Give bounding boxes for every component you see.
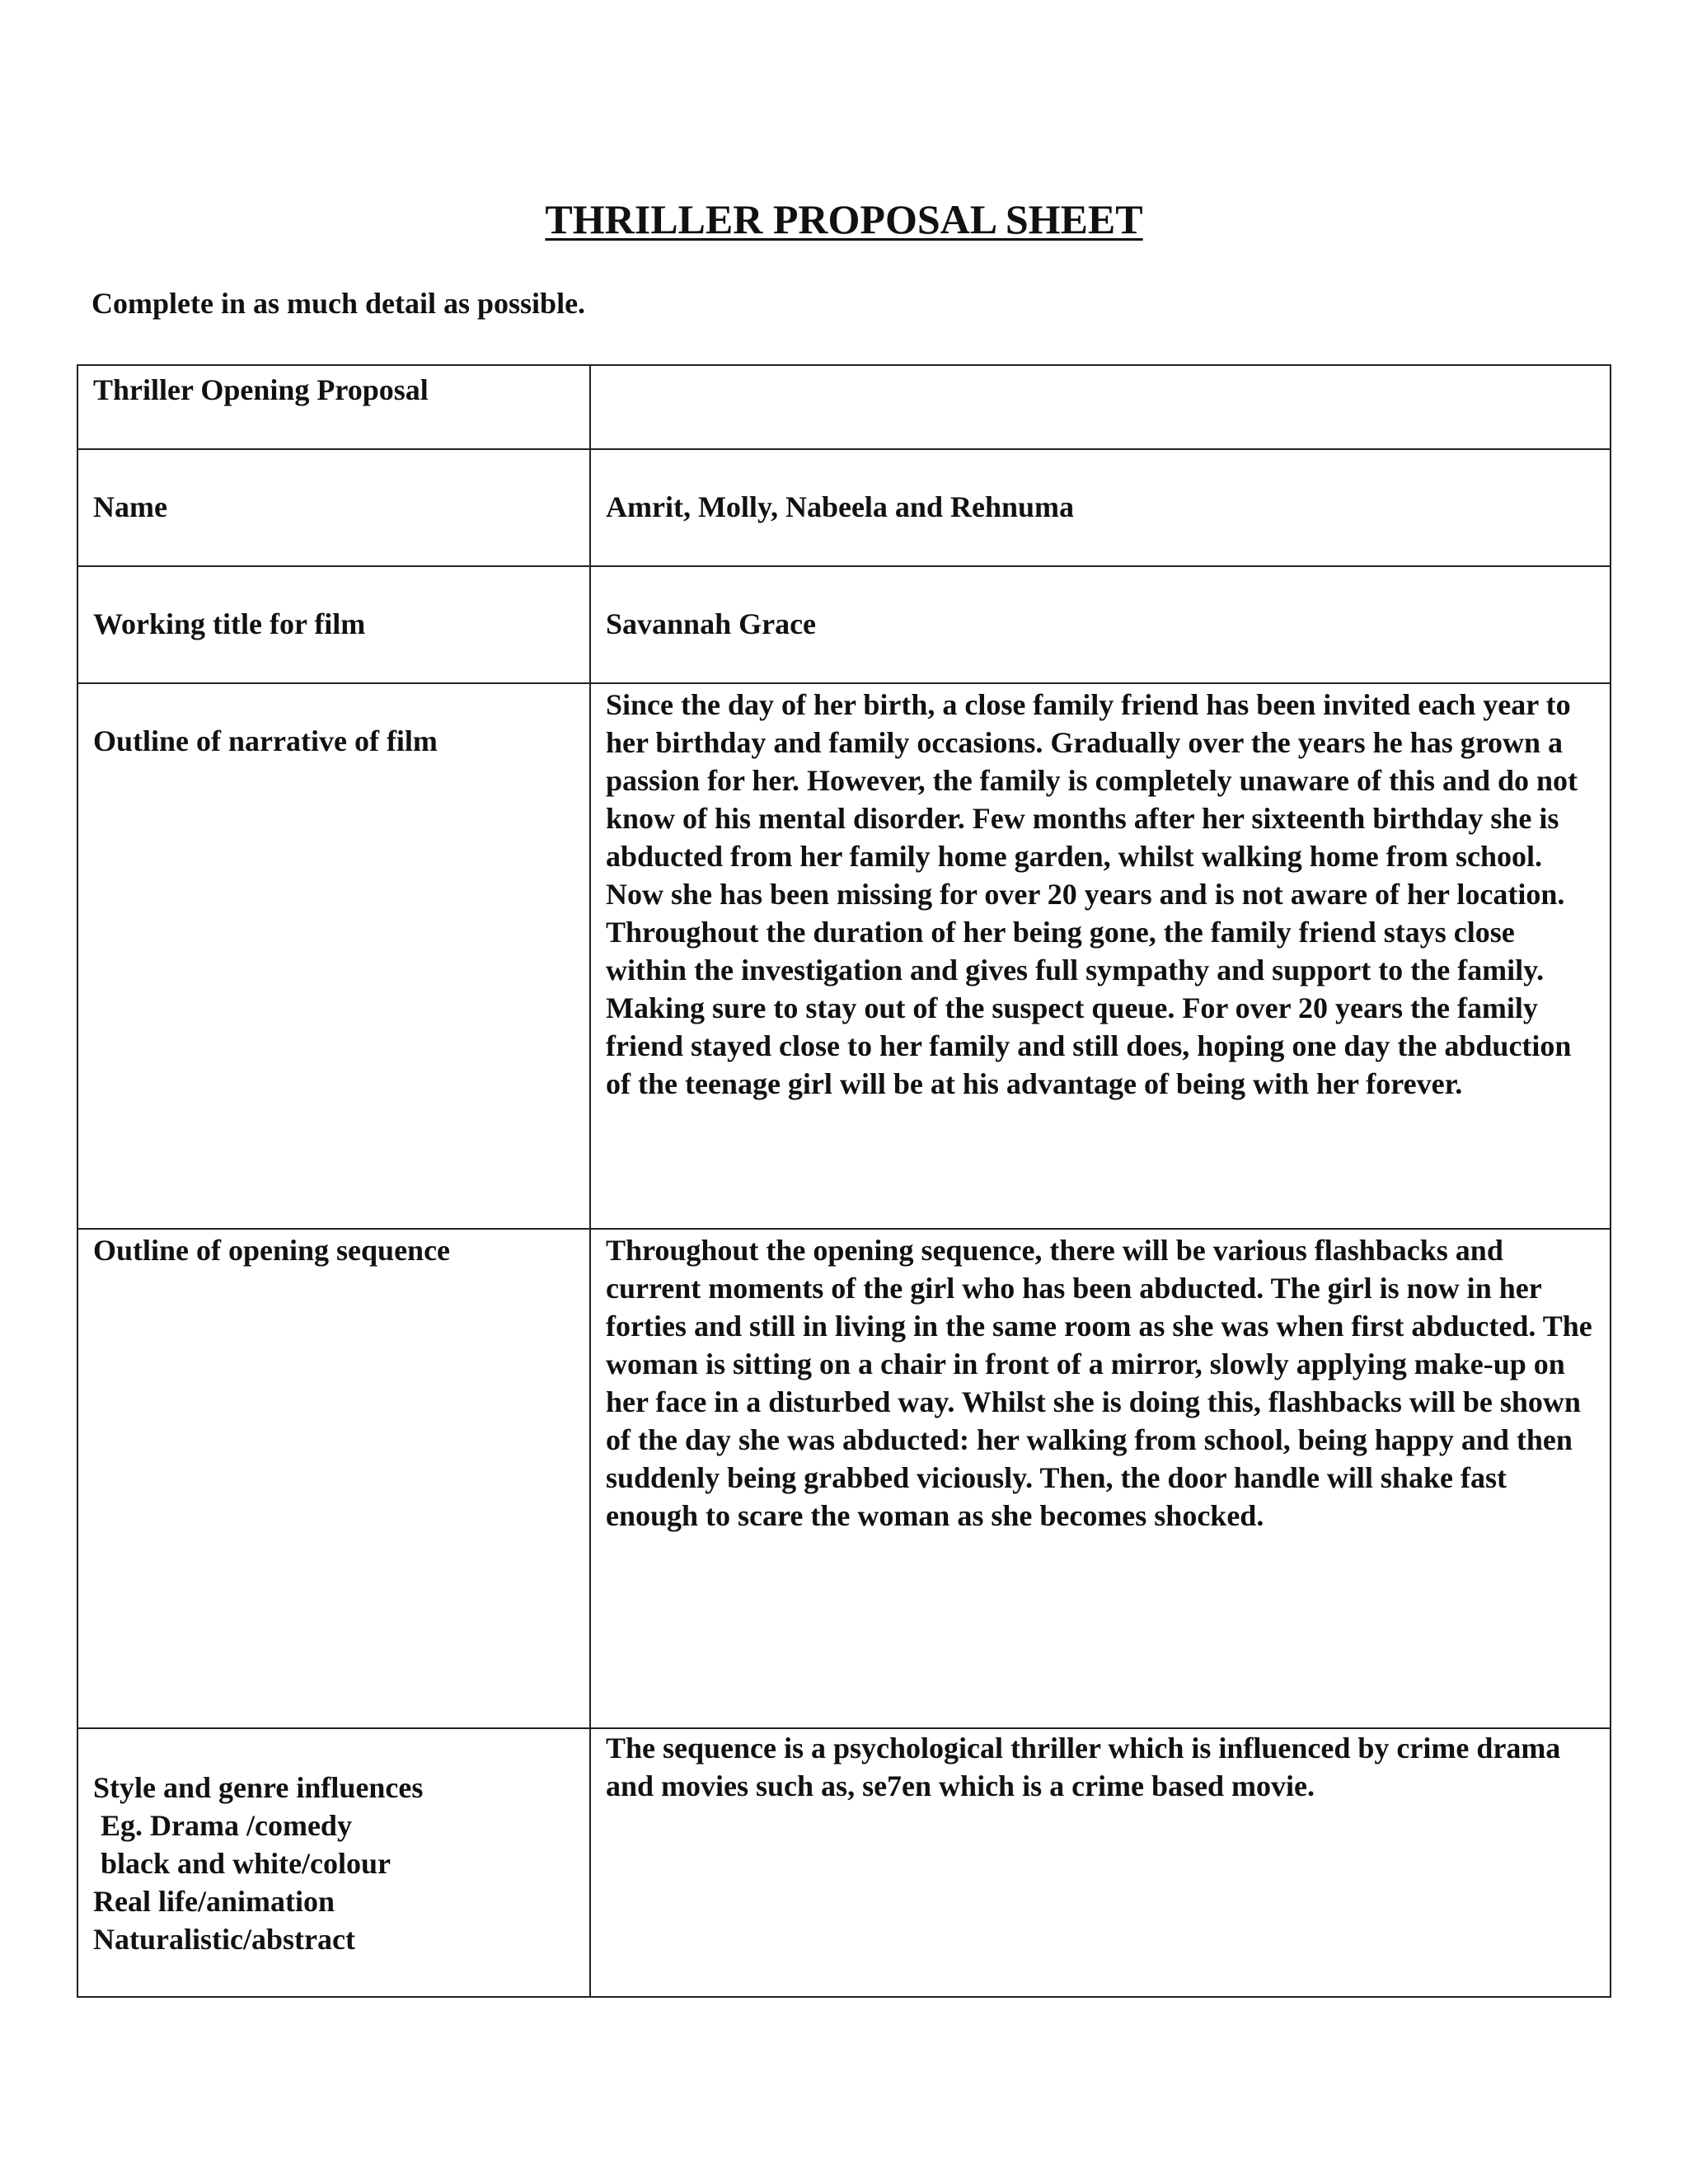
label-cell-header bbox=[77, 365, 590, 449]
page-title-text: THRILLER PROPOSAL SHEET bbox=[545, 196, 1143, 242]
value-cell-opening-sequence[interactable] bbox=[590, 1229, 1611, 1728]
value-cell-name[interactable] bbox=[590, 449, 1611, 566]
opening-sequence-value: Throughout the opening sequence, there will be various flashbacks and current moments of the girl who has been abducted. The girl is now in her forties and still in living in the same room as she was when first abducted. The woman is sitting on a chair in front of a mirror, slowly applying make-up on her face in a disturbed way. Whilst she is doing this, flashbacks will be shown of the day she was abducted: her walking from school, being happy and then suddenly being grabbed viciously. Then, the door handle will shake fast enough to scare the woman as she becomes shocked. bbox=[606, 1234, 1600, 1532]
table-row-opening-sequence bbox=[77, 1229, 1611, 1728]
label-cell-style bbox=[77, 1728, 590, 1997]
value-cell-style[interactable] bbox=[590, 1728, 1611, 1997]
value-cell-narrative[interactable] bbox=[590, 683, 1611, 1229]
style-label: Style and genre influences Eg. Drama /comedy black and white/colour Real life/animation Naturalistic/abstract bbox=[93, 1771, 424, 1956]
working-title-label: Working title for film bbox=[93, 607, 366, 640]
label-cell-narrative bbox=[77, 683, 590, 1229]
narrative-value: Since the day of her birth, a close family friend has been invited each year to her birthday and family occasions. Gradually over the years he has grown a passion for her. However, the family is completely unaware of this and do not know of his mental disorder. Few months after her sixteenth birthday she is abducted from her family home garden, whilst walking home from school. Now she has been missing for over 20 years and is not aware of her location. Throughout the duration of her being gone, the family friend stays close within the investigation and gives full sympathy and support to the family. Making sure to stay out of the suspect queue. For over 20 years the family friend stayed close to her family and still does, hoping one day the abduction of the teenage girl will be at his advantage of being with her forever. bbox=[606, 688, 1586, 1100]
working-title-value: Savannah Grace bbox=[606, 607, 817, 640]
proposal-table bbox=[77, 364, 1611, 1998]
table-row-style bbox=[77, 1728, 1611, 1997]
narrative-label: Outline of narrative of film bbox=[93, 724, 438, 757]
opening-sequence-label: Outline of opening sequence bbox=[93, 1234, 451, 1267]
value-cell-header[interactable] bbox=[590, 365, 1611, 449]
table-row-name bbox=[77, 449, 1611, 566]
header-label: Thriller Opening Proposal bbox=[93, 373, 429, 406]
label-cell-opening-sequence bbox=[77, 1229, 590, 1728]
table-row-working-title bbox=[77, 566, 1611, 683]
label-cell-name bbox=[77, 449, 590, 566]
style-value: The sequence is a psychological thriller which is influenced by crime drama and movies such as, se7en which is a crime based movie. bbox=[606, 1732, 1568, 1802]
page-title bbox=[0, 194, 1688, 244]
label-cell-working-title bbox=[77, 566, 590, 683]
name-value: Amrit, Molly, Nabeela and Rehnuma bbox=[606, 490, 1075, 523]
table-row-header bbox=[77, 365, 1611, 449]
value-cell-working-title[interactable] bbox=[590, 566, 1611, 683]
table-row-narrative bbox=[77, 683, 1611, 1229]
name-label: Name bbox=[93, 490, 167, 523]
instructions-text: Complete in as much detail as possible. bbox=[91, 287, 586, 320]
